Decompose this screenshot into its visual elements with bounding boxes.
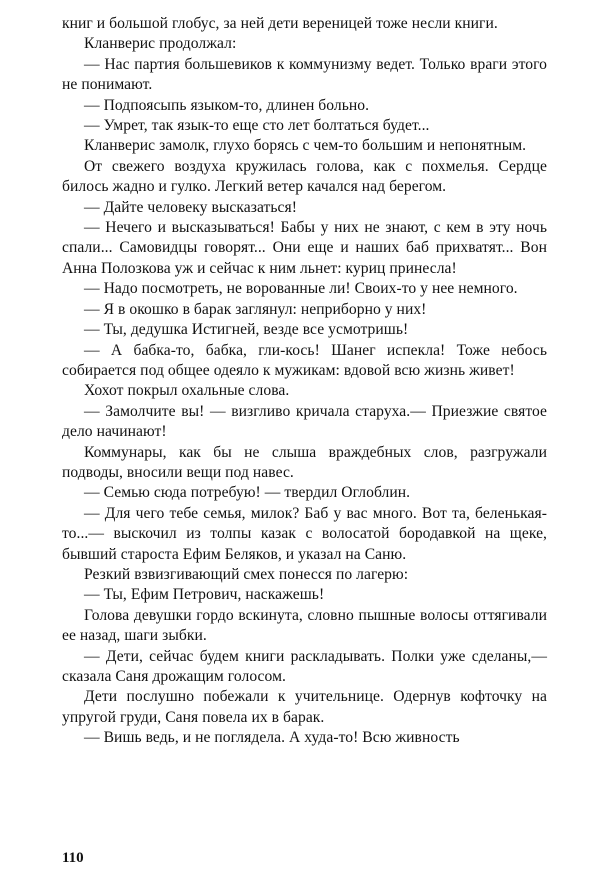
- page-text: [62, 14, 547, 749]
- paragraph: — Я в окошко в барак заглянул: неприборно у них!: [84, 300, 427, 318]
- page-number: 110: [62, 850, 84, 866]
- paragraph: — Семью сюда потребую! — твердил Оглоблин.: [84, 484, 411, 502]
- paragraph: — Дайте человеку высказаться!: [84, 198, 297, 216]
- paragraph: Кланверис замолк, глухо борясь с чем-то большим и непонятным.: [84, 137, 527, 155]
- paragraph: — Вишь ведь, и не поглядела. А худа-то! Всю живность: [84, 729, 460, 747]
- paragraph: — Нечего и высказываться! Бабы у них не знают, с кем в эту ночь спали... Самовидцы говорят... Они еще и наших баб прихватят... Вон Анна Полозкова уж и сейчас к ним льнет: куриц принесла!: [62, 219, 547, 277]
- paragraph: — Надо посмотреть, не ворованные ли! Своих-то у нее немного.: [84, 280, 518, 298]
- paragraph: книг и большой глобус, за ней дети вереницей тоже несли книги.: [62, 15, 498, 32]
- paragraph: — А бабка-то, бабка, гли-кось! Шанег испекла! Тоже небось собирается под общее одеяло к мужикам: вдовой всю жизнь живет!: [62, 341, 547, 379]
- paragraph: Голова девушки гордо вскинута, словно пышные волосы оттягивали ее назад, шаги зыбки.: [62, 606, 547, 645]
- paragraph: Коммунары, как бы не слыша враждебных слов, разгружали подводы, вносили вещи под навес.: [62, 443, 547, 481]
- paragraph: — Дети, сейчас будем книги раскладывать. Полки уже сделаны,— сказала Саня дрожащим голосом.: [62, 647, 547, 685]
- paragraph: — Умрет, так язык-то еще сто лет болтаться будет...: [84, 117, 430, 135]
- paragraph: — Ты, дедушка Истигней, везде все усмотришь!: [84, 321, 409, 339]
- paragraph: — Замолчите вы! — визгливо кричала старуха.— Приезжие святое дело начинают!: [62, 402, 547, 441]
- paragraph: — Для чего тебе семья, милок? Баб у вас много. Вот та, беленькая-то...— выскочил из толпы казак с волосатой бородавкой на щеке, бывший староста Ефим Беляков, и указал на Саню.: [62, 504, 547, 563]
- paragraph: Хохот покрыл охальные слова.: [84, 382, 290, 400]
- paragraph: — Ты, Ефим Петрович, наскажешь!: [84, 586, 325, 604]
- paragraph: — Нас партия большевиков к коммунизму ведет. Только враги этого не понимают.: [62, 55, 547, 94]
- paragraph: Кланверис продолжал:: [84, 35, 237, 53]
- paragraph: Дети послушно побежали к учительнице. Одернув кофточку на упругой груди, Саня повела их в барак.: [62, 688, 547, 726]
- paragraph: — Подпоясыпь языком-то, длинен больно.: [84, 96, 370, 114]
- paragraph: От свежего воздуха кружилась голова, как с похмелья. Сердце билось жадно и гулко. Легкий ветер качался над берегом.: [62, 157, 547, 196]
- paragraph: Резкий взвизгивающий смех понесся по лагерю:: [84, 565, 409, 583]
